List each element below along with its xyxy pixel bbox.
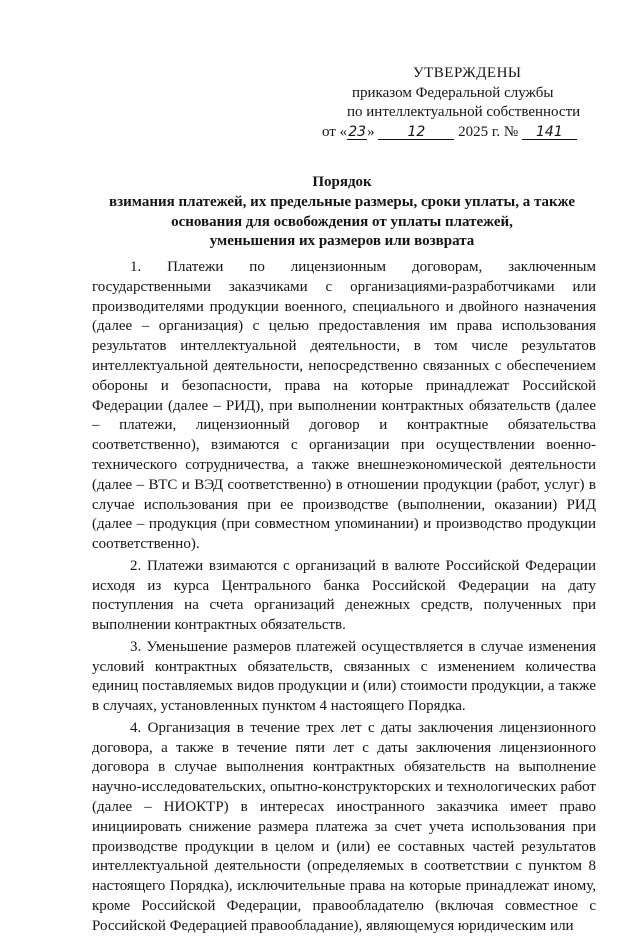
- approval-issuer-line: приказом Федеральной службы: [352, 84, 554, 101]
- handwritten-day: 23: [348, 123, 367, 140]
- year-label: 2025 г. №: [458, 123, 519, 140]
- date-mid: »: [367, 123, 375, 140]
- title-line-2: взимания платежей, их предельные размеры, сроки уплаты, а также: [108, 193, 576, 210]
- title-line-3: основания для освобождения от уплаты платежей,: [171, 213, 513, 230]
- handwritten-number: 141: [522, 125, 577, 140]
- paragraph-1: 1. Платежи по лицензионным договорам, заключенным государственными заказчиками с организациями-разработчиками или производителями продукции военного, специального и двойного назначения (далее – организация) с целью предоставления им права использования результатов интеллектуальной деятельности, в том числе результатов интеллектуальной деятельности, непосредственно связанных с обеспечением обороны и безопасности, права на которые принадлежат Российской Федерации (далее – РИД), при выполнении контрактных обязательств (далее – платежи, лицензионный договор и контрактные обязательства соответственно), взимаются с организации при осуществлении военно-технического сотрудничества, а также внешнеэкономической деятельности (далее – ВТС и ВЭД соответственно) в отношении продукции (работ, услуг) в случае использования при ее производстве (выполнении, оказании) РИД (далее – продукция (при совместном упоминании) и производство продукции соответственно).: [92, 259, 596, 553]
- approval-stamp: [300, 64, 600, 142]
- paragraph-4: 4. Организация в течение трех лет с даты заключения лицензионного договора, а также в течение пяти лет с даты заключения лицензионного договора в случае выполнения контрактных обязательств на выполнение научно-исследовательских, опытно-конструкторских и технологических работ (далее – НИОКТР) в интересах иностранного заказчика имеет право инициировать снижение размера платежа за счет учета использования при производстве продукции в целом и (или) ее составных частей результатов интеллектуальной деятельности (определяемых в соответствии с пунктом 8 настоящего Порядка), исключительные права на которые принадлежат иному, кроме Российской Федерации, правообладателю (включая совместное с Российской Федерацией правообладание), являющемуся юридическим или: [92, 719, 596, 934]
- title-line-1: Порядок: [312, 174, 372, 190]
- paragraph-3: 3. Уменьшение размеров платежей осуществляется в случае изменения условий контрактных обязательств, связанных с изменением количества единиц поставляемых видов продукции и (или) стоимости продукции, а также в случаях, установленных пунктом 4 настоящего Порядка.: [92, 638, 596, 715]
- document-title: [92, 173, 592, 252]
- date-prefix: от «: [322, 123, 348, 140]
- approval-heading: УТВЕРЖДЕНЫ: [413, 65, 522, 81]
- title-line-4: уменьшения их размеров или возврата: [209, 233, 475, 250]
- document-body: [92, 258, 596, 938]
- approval-date-line: [300, 123, 600, 143]
- paragraph-2: 2. Платежи взимаются с организаций в валюте Российской Федерации исходя из курса Центрального банка Российской Федерации на дату поступления на счета организаций денежных средств, полученных при выполнении контрактных обязательств.: [92, 557, 596, 634]
- handwritten-month: 12: [378, 125, 454, 140]
- approval-issuer-line-2: по интеллектуальной собственности: [347, 104, 581, 120]
